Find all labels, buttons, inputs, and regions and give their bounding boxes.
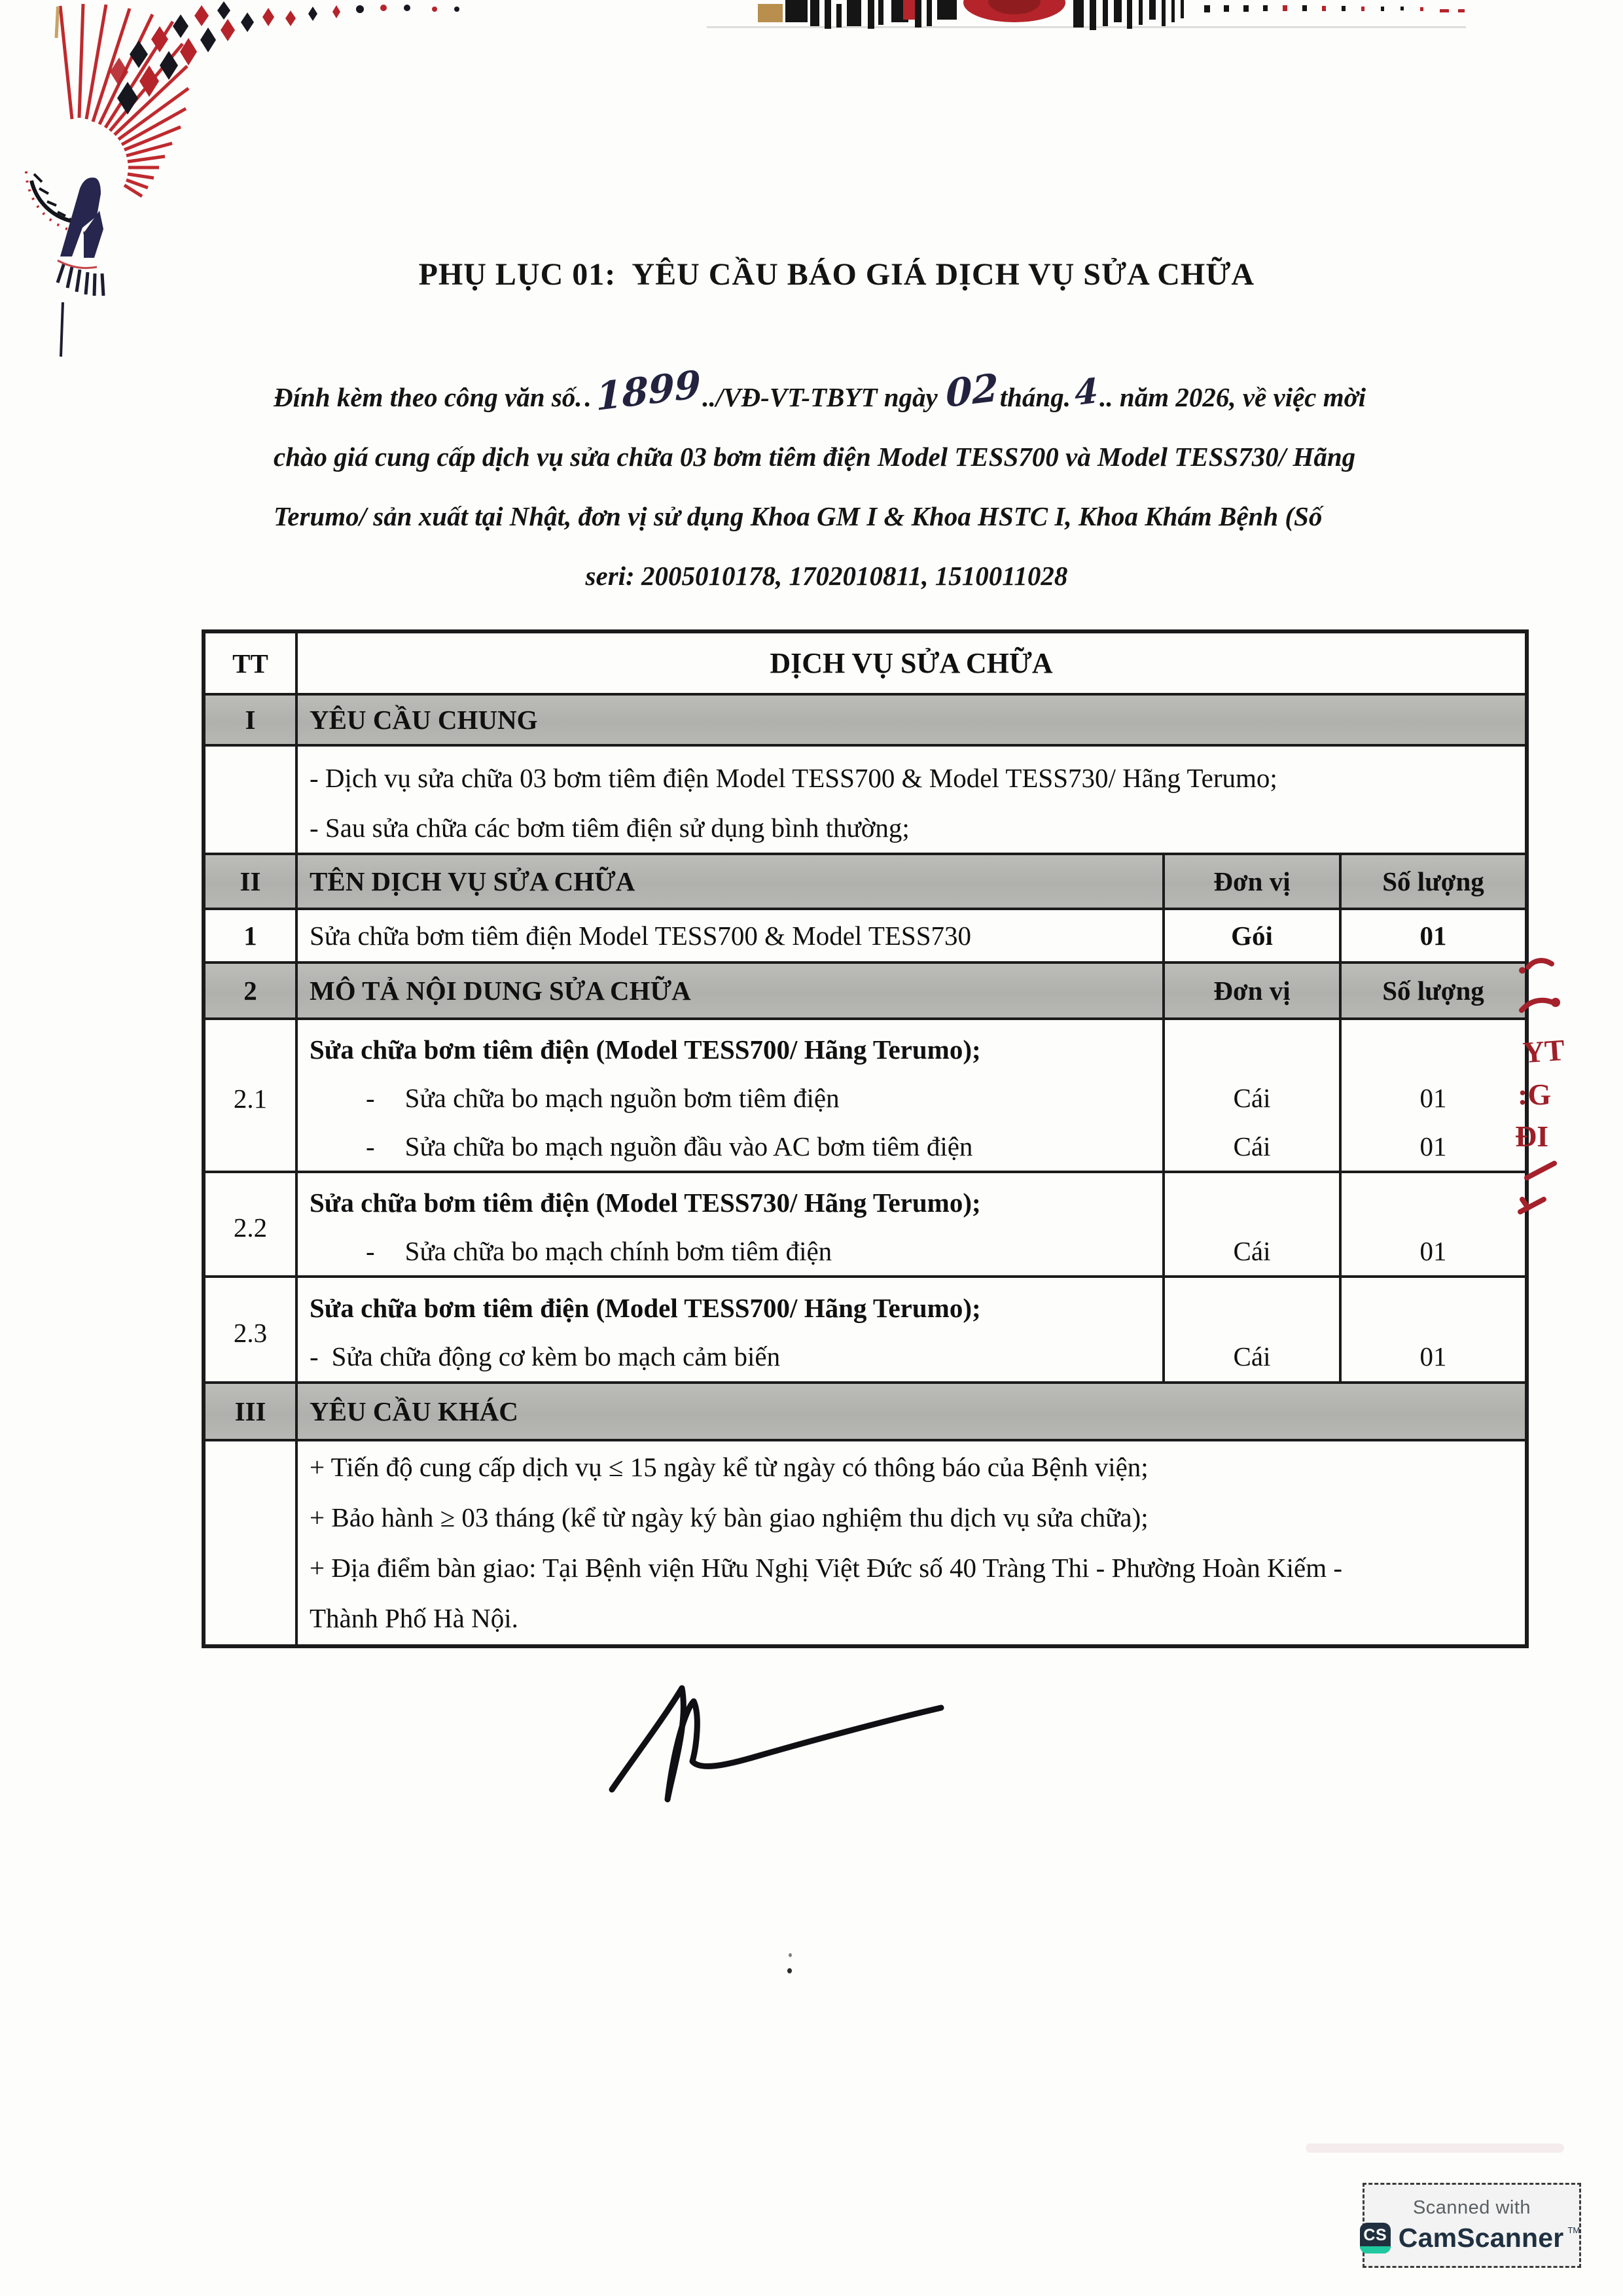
intro-line-serial: seri: 2005010178, 1702010811, 1510011028 xyxy=(585,561,1068,591)
dash-bullet: - xyxy=(366,1083,375,1113)
other-requirements-row xyxy=(204,1440,1527,1646)
page-title: PHỤ LỤC 01: YÊU CẦU BÁO GIÁ DỊCH VỤ SỬA CHỮA xyxy=(418,257,1255,292)
dash-bullet: - xyxy=(310,1341,319,1371)
top-edge-cropped-text-artifact xyxy=(707,0,1466,34)
camscanner-brand-text: CamScanner xyxy=(1398,2223,1564,2253)
row-2-3-item: - Sửa chữa động cơ kèm bo mạch cảm biến xyxy=(310,1332,1150,1381)
scan-streak xyxy=(1306,2144,1564,2153)
row-2-2-units: Cái xyxy=(1164,1172,1340,1277)
row-1-unit: Gói xyxy=(1164,909,1340,963)
header-service: DỊCH VỤ SỬA CHỮA xyxy=(296,631,1527,694)
section-II-no: II xyxy=(204,854,296,909)
row-2-3-title: Sửa chữa bơm tiêm điện (Model TESS700/ Hãng Terumo); xyxy=(310,1293,981,1323)
row-2-3-desc xyxy=(296,1277,1164,1383)
qty-column-header: Số lượng xyxy=(1340,963,1527,1019)
detail-row-2-3 xyxy=(204,1277,1527,1383)
navy-glyph-fragment xyxy=(60,177,103,258)
row-2-2-title: Sửa chữa bơm tiêm điện (Model TESS730/ Hãng Terumo); xyxy=(310,1188,981,1218)
other-item: + Địa điểm bàn giao: Tại Bệnh viện Hữu Nghị Việt Đức số 40 Tràng Thi - Phường Hoàn Kiếm - xyxy=(310,1553,1343,1583)
row-1-qty: 01 xyxy=(1340,909,1527,963)
tan-edge-mark xyxy=(54,7,60,38)
dash-bullet: - xyxy=(366,1131,375,1161)
stamp-text-fragment: :G xyxy=(1518,1078,1552,1111)
row-2-1-item: - Sửa chữa bo mạch nguồn bơm tiêm điện xyxy=(310,1074,1150,1122)
scanned-with-label: Scanned with xyxy=(1412,2197,1531,2218)
stamp-text-fragment: ĐI xyxy=(1515,1120,1549,1153)
section-I-label: YÊU CẦU CHUNG xyxy=(296,694,1527,745)
unit-column-header: Đơn vị xyxy=(1164,963,1340,1019)
section-row-III xyxy=(204,1383,1527,1440)
corner-ornament-decoration xyxy=(20,0,465,366)
tan-bar xyxy=(758,4,783,22)
header-tt: TT xyxy=(204,631,296,694)
scan-speck xyxy=(787,1968,792,1973)
empty-cell xyxy=(204,1440,296,1646)
handwritten-document-number: 1899 xyxy=(595,361,702,420)
stamp-text-fragment: YT xyxy=(1522,1033,1566,1070)
camscanner-brand-row xyxy=(1360,2223,1584,2253)
section-II-label: TÊN DỊCH VỤ SỬA CHỮA xyxy=(296,854,1164,909)
section-row-I xyxy=(204,694,1527,745)
unit-column-header: Đơn vị xyxy=(1164,854,1340,909)
table-header-row xyxy=(204,631,1527,694)
other-requirements xyxy=(296,1440,1527,1646)
section-2-label: MÔ TẢ NỘI DUNG SỬA CHỮA xyxy=(296,963,1164,1019)
row-2-2-desc xyxy=(296,1172,1164,1277)
row-2-1-qtys: 01 01 xyxy=(1340,1019,1527,1172)
other-item: + Tiến độ cung cấp dịch vụ ≤ 15 ngày kể từ ngày có thông báo của Bệnh viện; xyxy=(310,1452,1149,1482)
handwritten-month: 4 xyxy=(1074,370,1099,414)
row-2-3-no: 2.3 xyxy=(204,1277,296,1383)
general-item: - Sau sửa chữa các bơm tiêm điện sử dụng bình thường; xyxy=(310,813,910,843)
section-III-no: III xyxy=(204,1383,296,1440)
camscanner-icon-green-strip xyxy=(1360,2246,1391,2253)
general-requirements xyxy=(296,745,1527,854)
checker-diamond-band xyxy=(110,1,459,115)
repair-service-table xyxy=(202,629,1529,1648)
intro-line-1: Đính kèm theo công văn số..1899../VĐ-VT-TBYT ngày 02tháng.4.. năm 2026, về việc mời xyxy=(274,364,1380,427)
camscanner-watermark xyxy=(1363,2183,1581,2268)
section-row-2 xyxy=(204,963,1527,1019)
row-2-1-desc xyxy=(296,1019,1164,1172)
other-item: + Bảo hành ≥ 03 tháng (kể từ ngày ký bàn giao nghiệm thu dịch vụ sửa chữa); xyxy=(310,1502,1149,1532)
intro-line-2: chào giá cung cấp dịch vụ sửa chữa 03 bơm tiêm điện Model TESS700 và Model TESS730/ Hãng xyxy=(274,442,1356,472)
empty-cell xyxy=(204,745,296,854)
row-1-no: 1 xyxy=(204,909,296,963)
camscanner-icon: CS xyxy=(1360,2223,1391,2253)
red-stamp-edge-fragments xyxy=(1515,947,1620,1229)
general-requirements-row xyxy=(204,745,1527,854)
row-2-1-title: Sửa chữa bơm tiêm điện (Model TESS700/ Hãng Terumo); xyxy=(310,1034,981,1065)
intro-paragraph xyxy=(274,361,1380,606)
row-2-2-no: 2.2 xyxy=(204,1172,296,1277)
handwritten-day: 02 xyxy=(945,364,999,417)
section-2-no: 2 xyxy=(204,963,296,1019)
row-2-2-qtys: 01 xyxy=(1340,1172,1527,1277)
other-item: Thành Phố Hà Nội. xyxy=(310,1603,518,1633)
comb-ticks xyxy=(58,263,103,357)
row-2-1-no: 2.1 xyxy=(204,1019,296,1172)
section-III-label: YÊU CẦU KHÁC xyxy=(296,1383,1527,1440)
row-2-1-units: Cái Cái xyxy=(1164,1019,1340,1172)
row-1-desc: Sửa chữa bơm tiêm điện Model TESS700 & Model TESS730 xyxy=(296,909,1164,963)
trademark-symbol: TM xyxy=(1567,2225,1580,2235)
dash-bullet: - xyxy=(366,1236,375,1266)
section-I-no: I xyxy=(204,694,296,745)
general-item: - Dịch vụ sửa chữa 03 bơm tiêm điện Model TESS700 & Model TESS730/ Hãng Terumo; xyxy=(310,763,1277,793)
row-2-3-qtys: 01 xyxy=(1340,1277,1527,1383)
intro-line-3: Terumo/ sản xuất tại Nhật, đơn vị sử dụng Khoa GM I & Khoa HSTC I, Khoa Khám Bệnh (Số xyxy=(274,501,1323,531)
signature xyxy=(537,1662,982,1826)
qty-column-header: Số lượng xyxy=(1340,854,1527,909)
scan-speck xyxy=(789,1953,792,1957)
detail-row-2-1 xyxy=(204,1019,1527,1172)
row-2-2-item: - Sửa chữa bo mạch chính bơm tiêm điện xyxy=(310,1227,1150,1275)
service-row-1 xyxy=(204,909,1527,963)
section-row-II xyxy=(204,854,1527,909)
row-2-3-units: Cái xyxy=(1164,1277,1340,1383)
row-2-1-item: - Sửa chữa bo mạch nguồn đầu vào AC bơm tiêm điện xyxy=(310,1122,1150,1171)
detail-row-2-2 xyxy=(204,1172,1527,1277)
